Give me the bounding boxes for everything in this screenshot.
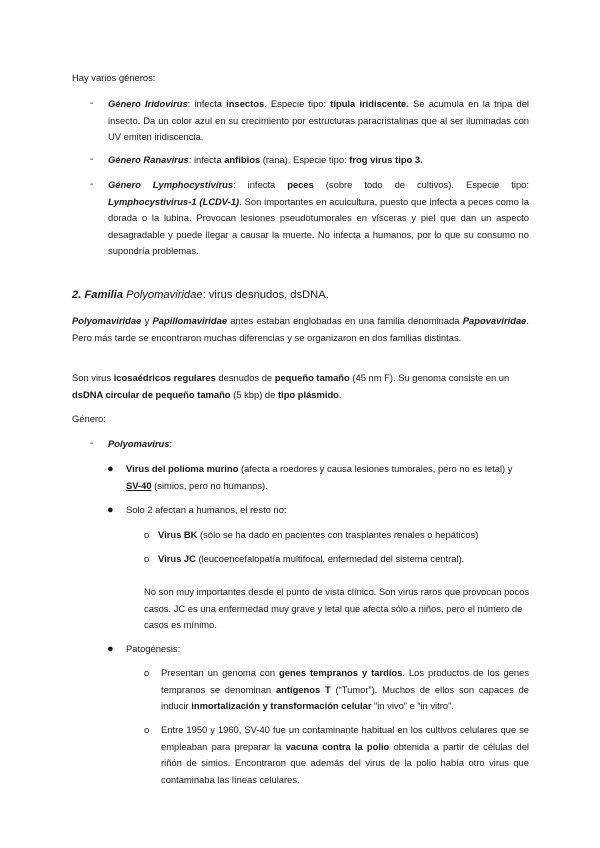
circle-bullet: o (144, 553, 150, 564)
lymphocystivirus-genus: Género Lymphocystivirus (108, 179, 234, 190)
human-viruses-item: Solo 2 afectan a humanos, el resto no: (126, 504, 287, 515)
clinical-note: No son muy importantes desde el punto de vista clínico. Son virus raros que provocan pocos casos. JC es una enfermedad muy grave y letal que afecta sólo a niños, pero el número de casos es mínimo. (144, 586, 530, 630)
section-heading: 2. Familia Polyomaviridae: virus desnudos, dsDNA. (72, 289, 329, 301)
family-paragraph: Polyomaviridae y Papillomaviridae antes estaban englobadas en una familia denominada Papovaviridae. Pero más tarde se encontraron muchas diferencias y se organizaron en dos familias distintas. (72, 315, 529, 343)
intro-text: Hay varios géneros: (72, 72, 156, 83)
circle-bullet: o (144, 667, 150, 678)
ranavirus-genus: Género Ranavirus (108, 154, 189, 165)
iridovirus-genus: Género Iridovirus (108, 98, 188, 109)
lymphocystivirus-item: Género Lymphocystivirus: infecta peces (sobre todo de cultivos). Especie tipo: Lymphocystivirus-1 (LCDV-1). Son importantes en acuicultura, puesto que infecta a peces como la dorada o la lubina. Provocan lesiones pseudotumorales en vísceras y piel que dan un aspecto desagradable y puede llegar a causar la muerte. No infecta a humanos, por lo que su consumo no supondría problemas. (108, 179, 530, 256)
bk-virus-item: Virus BK (sólo se ha dado en pacientes con trasplantes renales o hepáticos) (158, 529, 479, 540)
iridovirus-item: Género Iridovirus: infecta insectos. Especie tipo: típula iridiscente. Se acumula en la tripa del insecto. Da un color azul en su crecimiento por estructuras paracristalinas que al ser iluminadas con UV emiten iridiscencia. (108, 98, 529, 142)
genome-item: Presentan un genoma con genes tempranos y tardíos. Los productos de los genes tempranos se denominan antígenos T (“Tumor”). Muchos de ellos son capaces de inducir inmortalización y transformación celular “in vivo” e “in vitro”. (161, 667, 530, 711)
circle-bullet: o (144, 529, 150, 540)
polyomavirus-genus: Polyomavirus: (108, 438, 173, 449)
ranavirus-item: Género Ranavirus: infecta anfibios (rana). Especie tipo: frog virus tipo 3. (108, 154, 423, 165)
dash-bullet: - (90, 154, 94, 165)
dash-bullet: - (90, 98, 94, 109)
pathogenesis-heading: Patogénesis: (126, 643, 181, 654)
murine-polyoma-item: Virus del polioma murino (afecta a roedores y causa lesiones tumorales, pero no es letal) y SV-40 (simios, pero no humanos). (126, 463, 513, 491)
dash-bullet: - (90, 438, 94, 449)
circle-bullet: o (144, 724, 150, 735)
dot-bullet: ● (107, 463, 114, 475)
genero-label: Género: (72, 413, 106, 424)
jc-virus-item: Virus JC (leucoencefalopatía multifocal, enfermedad del sistema central). (158, 553, 465, 564)
sv40-history-item: Entre 1950 y 1960, SV-40 fue un contaminante habitual en los cultivos celulares que se empleaban para preparar la vacuna contra la polio obtenida a partir de células del riñón de simios. Encontraron que además del virus de la polio había otro virus que contaminaba las líneas celulares. (161, 724, 530, 785)
structure-paragraph: Son virus icosaédricos regulares desnudos de pequeño tamaño (45 nm F). Su genoma consiste en un dsDNA circular de pequeño tamaño (5 kbp) de tipo plásmido. (72, 372, 510, 400)
dot-bullet: ● (107, 504, 114, 516)
dash-bullet: - (90, 179, 94, 190)
dot-bullet: ● (107, 643, 114, 655)
